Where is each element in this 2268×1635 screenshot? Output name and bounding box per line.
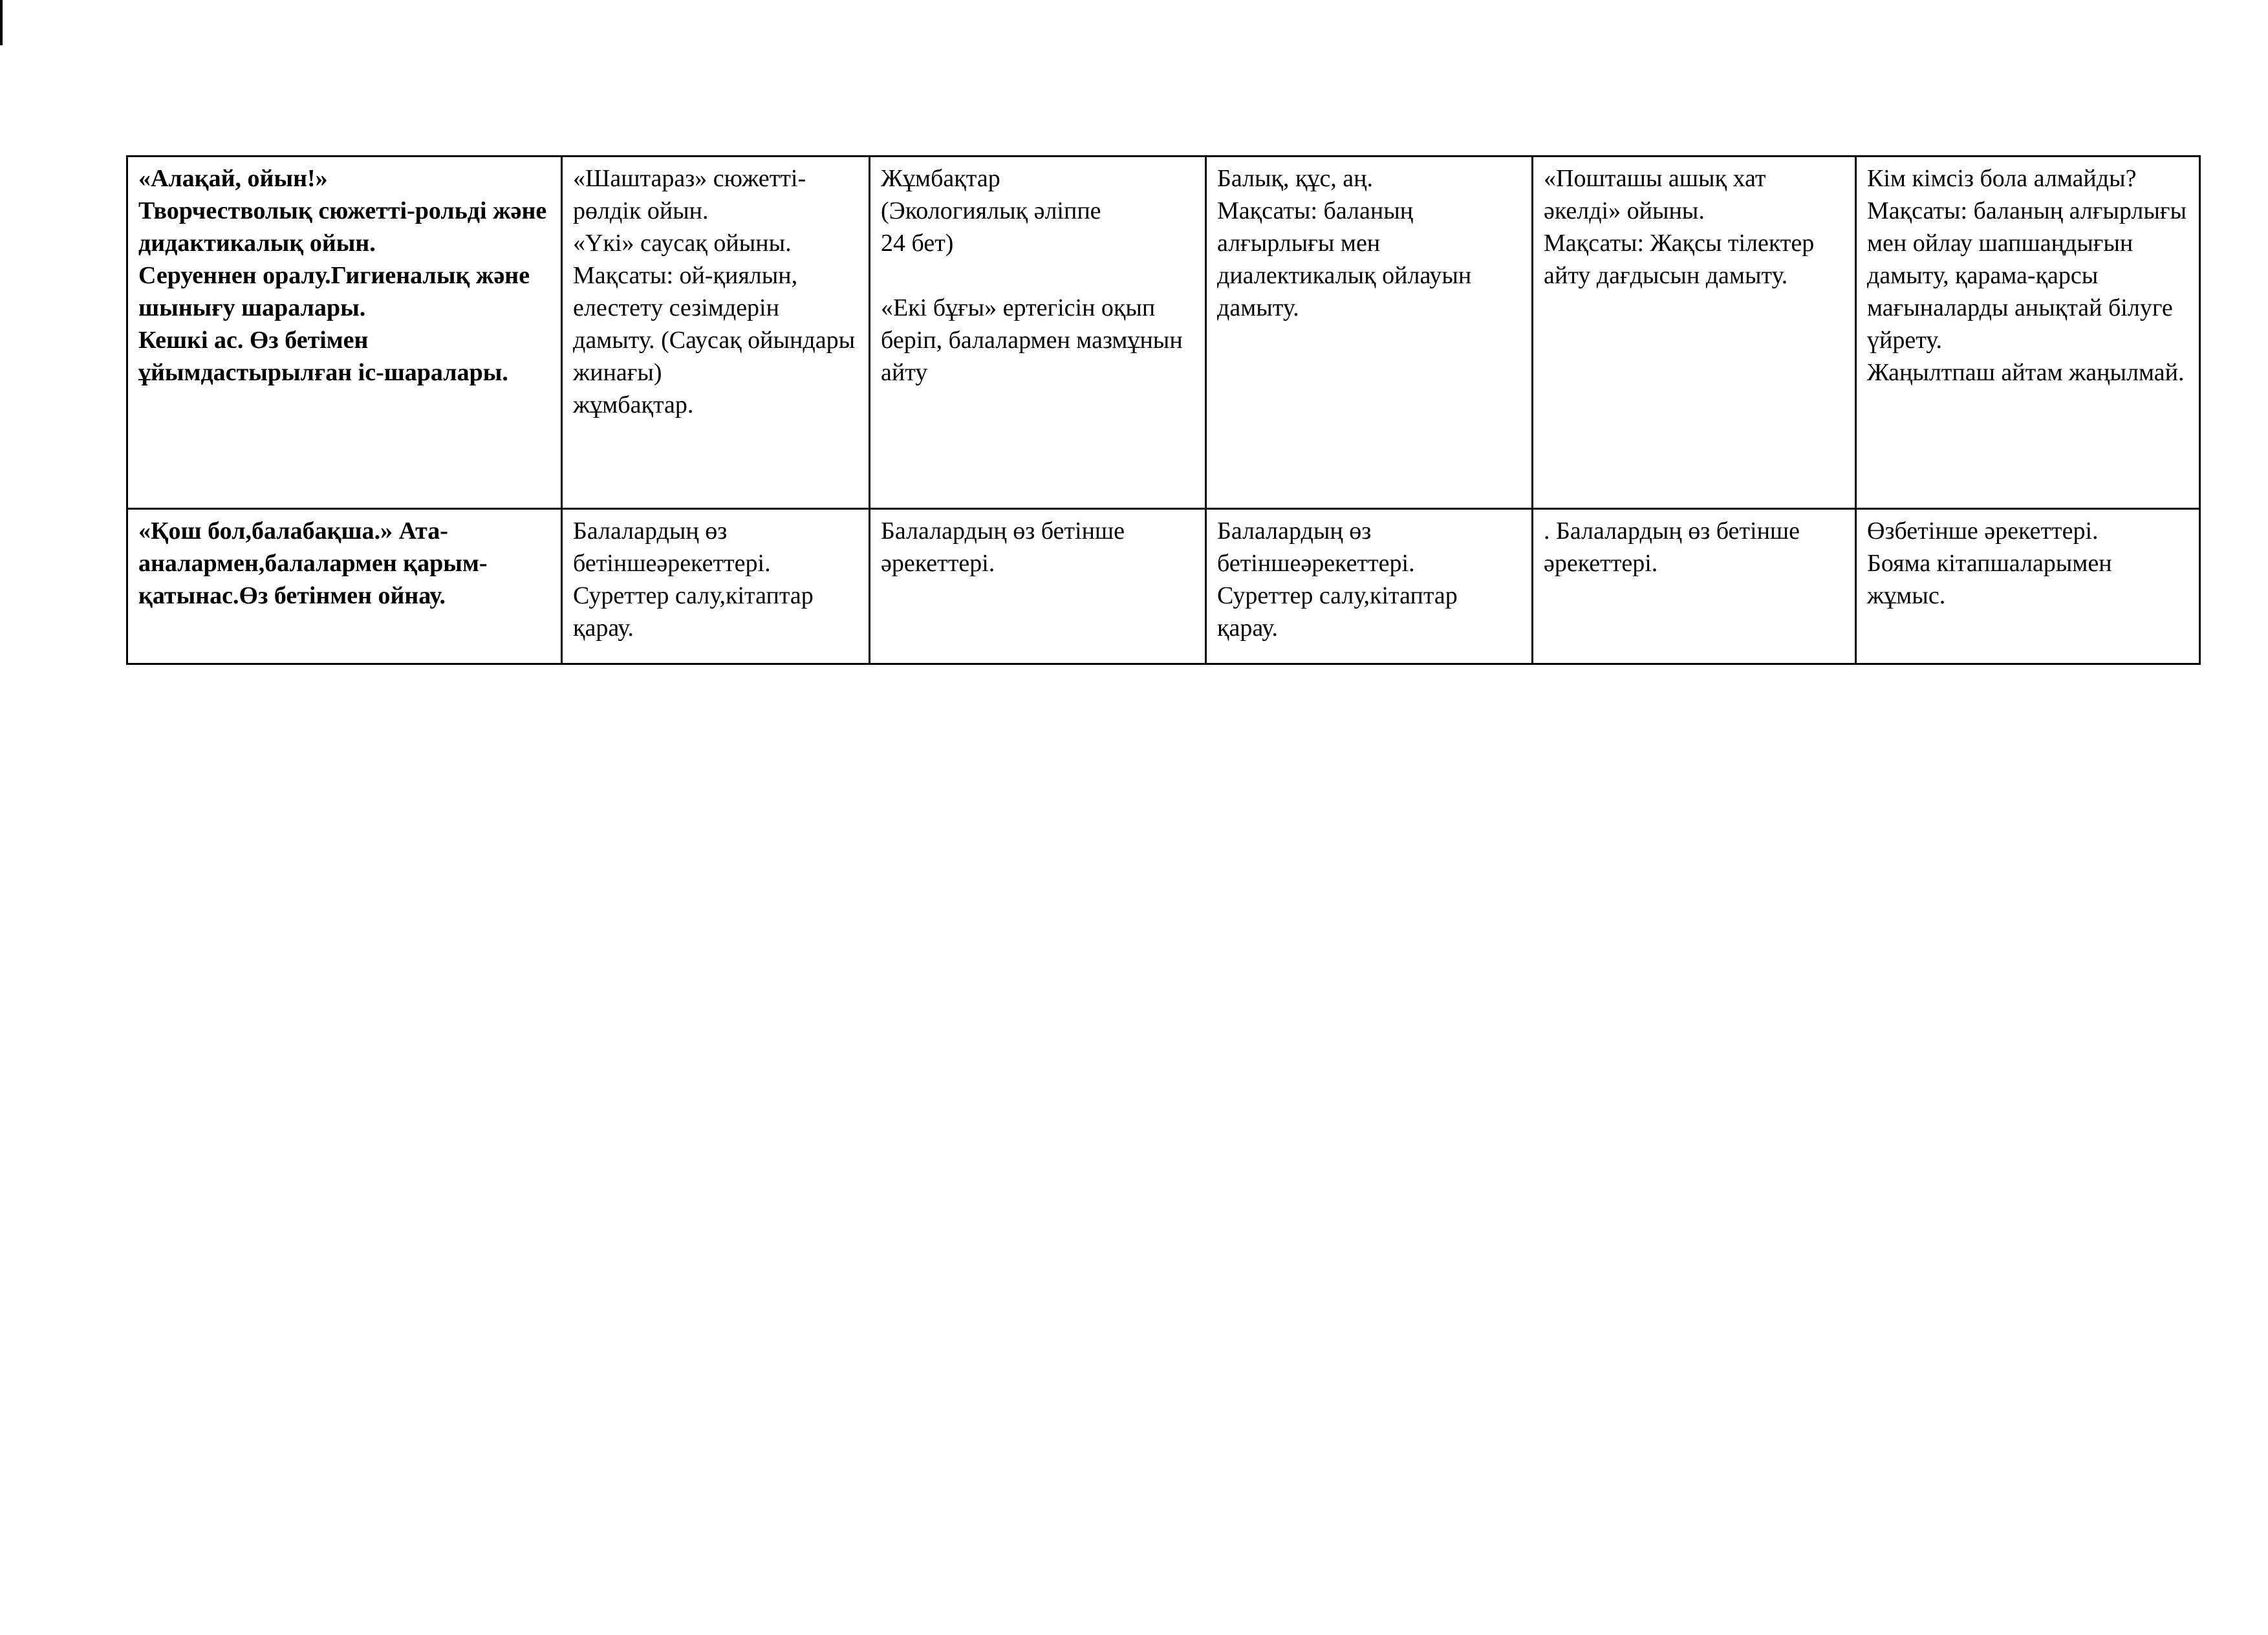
row-label-cell: «Қош бол,балабақша.» Ата-аналармен,балалармен қарым-қатынас.Өз бетінмен ойнау. [127, 509, 562, 664]
activity-cell: «Пошташы ашық хат әкелді» ойыны. Мақсаты: Жақсы тілектер айту дағдысын дамыту. [1533, 157, 1856, 509]
table-row [127, 509, 2200, 664]
activity-cell: Жұмбақтар (Экологиялық әліппе 24 бет) «Екі бұғы» ертегісін оқып беріп, балалармен мазмұнын айту [870, 157, 1206, 509]
activity-cell: Балалардың өз бетіншеәрекеттері. Суреттер салу,кітаптар қарау. [562, 509, 870, 664]
activity-cell: «Шаштараз» сюжетті-рөлдік ойын. «Үкі» саусақ ойыны. Мақсаты: ой-қиялын, елестету сезімдерін дамыту. (Саусақ ойындары жинағы) жұмбақтар. [562, 157, 870, 509]
activity-cell: Балалардың өз бетінше әрекеттері. [870, 509, 1206, 664]
activity-cell: Өзбетінше әрекеттері. Бояма кітапшаларымен жұмыс. [1856, 509, 2200, 664]
row-label-cell: «Алақай, ойын!» Творчестволық сюжетті-рольді және дидактикалық ойын. Серуеннен оралу.Гигиеналық және шынығу шаралары. Кешкі ас. Өз бетімен ұйымдастырылған іс-шаралары. [127, 157, 562, 509]
activity-plan-table [126, 155, 2201, 665]
table-row [127, 157, 2200, 509]
activity-cell: Балалардың өз бетіншеәрекеттері. Суреттер салу,кітаптар қарау. [1206, 509, 1533, 664]
activity-cell: Балық, құс, аң. Мақсаты: баланың алғырлығы мен диалектикалық ойлауын дамыту. [1206, 157, 1533, 509]
scan-edge-mark [0, 0, 3, 45]
activity-cell: . Балалардың өз бетінше әрекеттері. [1533, 509, 1856, 664]
activity-cell: Кім кімсіз бола алмайды? Мақсаты: баланың алғырлығы мен ойлау шапшаңдығын дамыту, қарама-қарсы мағыналарды анықтай білуге үйрету. Жаңылтпаш айтам жаңылмай. [1856, 157, 2200, 509]
